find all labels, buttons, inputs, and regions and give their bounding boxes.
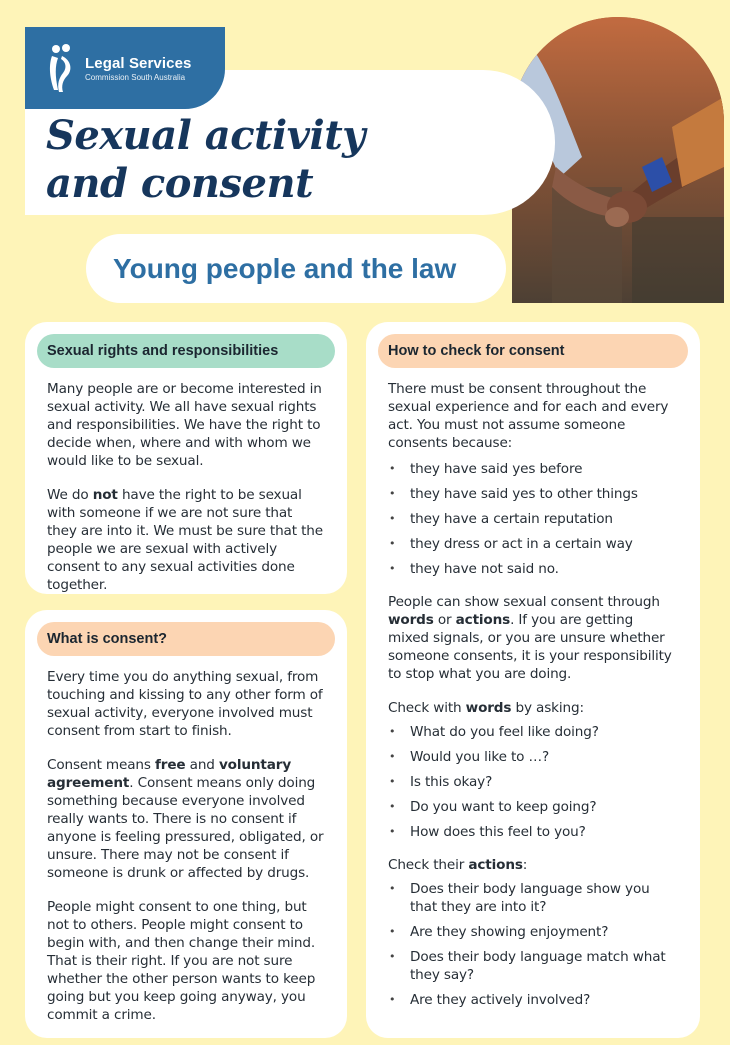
page-subtitle: Young people and the law bbox=[113, 252, 457, 284]
title-line-1: Sexual activity bbox=[46, 112, 365, 159]
subtitle-pill bbox=[86, 234, 506, 303]
list-item: • Is this okay? bbox=[388, 773, 678, 791]
list-item: • they dress or act in a certain way bbox=[388, 535, 678, 553]
consent-heading: What is consent? bbox=[37, 622, 335, 656]
actions-intro: Check their actions: bbox=[388, 857, 528, 873]
list-item: • Does their body language match what they say? bbox=[388, 948, 678, 984]
page-title bbox=[46, 112, 365, 208]
consent-paragraph-2: Consent means free and voluntary agreement. Consent means only doing something because everyone involved really wants to. There is no consent if anyone is feeling pressured, obligated, or unsure. There may not be consent if someone is drunk or affected by drugs. bbox=[47, 757, 324, 881]
check-heading: How to check for consent bbox=[378, 334, 688, 368]
words-intro: Check with words by asking: bbox=[388, 700, 584, 716]
check-consent-card bbox=[366, 322, 700, 1038]
logo bbox=[25, 27, 225, 109]
figures-logo-icon bbox=[47, 42, 77, 94]
list-item: • Would you like to …? bbox=[388, 748, 678, 766]
list-item: • they have not said no. bbox=[388, 560, 678, 578]
list-item: • What do you feel like doing? bbox=[388, 723, 678, 741]
list-item: • Does their body language show you that they are into it? bbox=[388, 880, 678, 916]
list-item: • How does this feel to you? bbox=[388, 823, 678, 841]
words-list bbox=[388, 723, 678, 841]
list-item: • they have said yes before bbox=[388, 460, 678, 478]
list-item: • they have a certain reputation bbox=[388, 510, 678, 528]
list-item: • Are they showing enjoyment? bbox=[388, 923, 678, 941]
list-item: • Are they actively involved? bbox=[388, 991, 678, 1009]
rights-paragraph-2: We do not have the right to be sexual with someone if we are not sure that they are into it. We must be sure that the people we are sexual with actively consent to any sexual activities done together. bbox=[47, 487, 323, 593]
rights-card bbox=[25, 322, 347, 594]
list-item: • Do you want to keep going? bbox=[388, 798, 678, 816]
list-item: • they have said yes to other things bbox=[388, 485, 678, 503]
logo-subtitle: Commission South Australia bbox=[85, 72, 186, 82]
check-paragraph-1: There must be consent throughout the sexual experience and for each and every act. You must not assume someone consents because: bbox=[388, 381, 669, 451]
consent-card bbox=[25, 610, 347, 1038]
rights-paragraph-1: Many people are or become interested in sexual activity. We all have sexual rights and responsibilities. We have the right to decide when, where and with whom we would like to be sexual. bbox=[47, 381, 322, 469]
rights-heading: Sexual rights and responsibilities bbox=[37, 334, 335, 368]
check-paragraph-2: People can show sexual consent through words or actions. If you are getting mixed signals, or you are unsure whether someone consents, it is your responsibility to stop what you are doing. bbox=[388, 594, 672, 682]
actions-list bbox=[388, 880, 678, 1009]
consent-paragraph-3: People might consent to one thing, but not to others. People might consent to begin with, and then change their mind. That is their right. If you are not sure whether the other person wants to keep going but you keep going anyway, you commit a crime. bbox=[47, 899, 316, 1023]
title-line-2: and consent bbox=[46, 160, 314, 207]
assume-list bbox=[388, 460, 678, 578]
consent-paragraph-1: Every time you do anything sexual, from touching and kissing to any other form of sexual activity, everyone involved must consent from start to finish. bbox=[47, 669, 323, 739]
logo-name: Legal Services bbox=[85, 54, 192, 72]
